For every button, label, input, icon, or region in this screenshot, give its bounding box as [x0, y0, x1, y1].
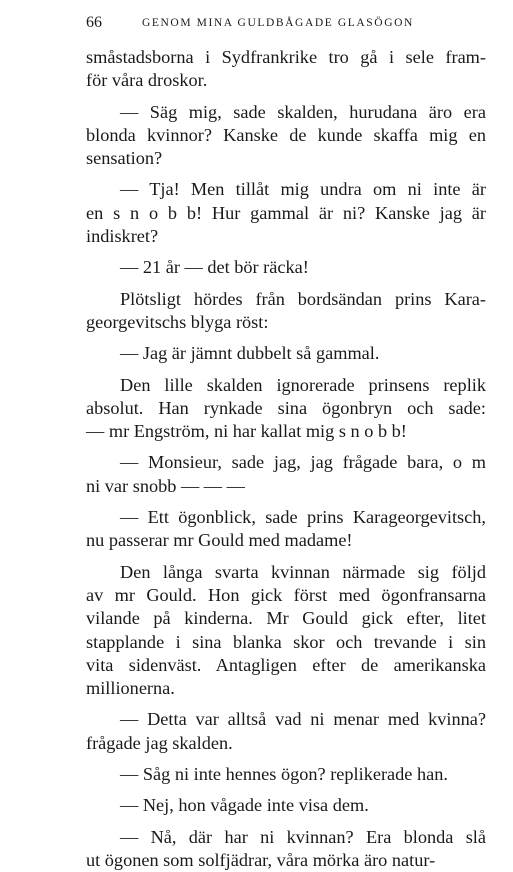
text-line: Den långa svarta kvinnan närmade sig följd — [120, 561, 486, 582]
text-line: för våra droskor. — [86, 70, 208, 91]
paragraph — [86, 101, 486, 171]
paragraph — [86, 256, 486, 279]
paragraph — [86, 708, 486, 755]
paragraph — [86, 178, 486, 248]
paragraph-gap — [86, 818, 486, 826]
text-line: — Säg mig, sade skalden, hurudana äro era — [120, 101, 486, 122]
text-line: nu passerar mr Gould med madame! — [86, 530, 353, 551]
paragraph — [86, 826, 486, 872]
paragraph-gap — [86, 170, 486, 178]
paragraph-gap — [86, 248, 486, 256]
paragraph-gap — [86, 786, 486, 794]
paragraph-gap — [86, 280, 486, 288]
text-line: — Jag är jämnt dubbelt så gammal. — [120, 343, 380, 364]
text-line: — Ett ögonblick, sade prins Karageorgevitsch, — [120, 507, 486, 528]
text-line: — mr Engström, ni har kallat mig s n o b b! — [86, 421, 407, 442]
text-line: sensation? — [86, 148, 163, 169]
text-line: frågade jag skalden. — [86, 732, 233, 753]
text-line: en s n o b b! Hur gammal är ni? Kanske jag är — [86, 202, 486, 223]
paragraph — [86, 794, 486, 817]
paragraph — [86, 46, 486, 93]
text-line: — Detta var alltså vad ni menar med kvinna? — [120, 709, 486, 730]
text-line: — 21 år — det bör räcka! — [120, 257, 309, 278]
paragraph — [86, 506, 486, 553]
text-line: blonda kvinnor? Kanske de kunde skaffa mig en — [86, 124, 486, 145]
text-line: — Tja! Men tillåt mig undra om ni inte är — [120, 179, 486, 200]
text-line: georgevitschs blyga röst: — [86, 311, 269, 332]
running-head: GENOM MINA GULDBÅGADE GLASÖGON — [142, 17, 414, 29]
text-line: indiskret? — [86, 226, 159, 247]
text-line: Den lille skalden ignorerade prinsens replik — [120, 374, 486, 395]
text-line: absolut. Han rynkade sina ögonbryn och sade: — [86, 397, 486, 418]
paragraph — [86, 288, 486, 335]
paragraph — [86, 763, 486, 786]
paragraph-gap — [86, 700, 486, 708]
text-line: stapplande i sina blanka skor och trevande i sin — [86, 631, 486, 652]
text-line: småstadsborna i Sydfrankrike tro gå i sele fram- — [86, 47, 486, 67]
paragraph-gap — [86, 755, 486, 763]
text-line: vita sidenväst. Antagligen efter de amerikanska — [86, 654, 486, 675]
paragraph-gap — [86, 93, 486, 101]
text-line: ni var snobb — — — — [86, 475, 245, 496]
text-line: — Nå, där har ni kvinnan? Era blonda slå — [120, 826, 486, 847]
text-line: av mr Gould. Hon gick först med ögonfransarna — [86, 584, 486, 605]
page-header — [86, 14, 483, 36]
text-line: — Såg ni inte hennes ögon? replikerade han. — [120, 764, 448, 785]
text-line: — Nej, hon vågade inte visa dem. — [120, 795, 369, 816]
paragraph-gap — [86, 498, 486, 506]
paragraph — [86, 342, 486, 365]
text-line: millionerna. — [86, 678, 175, 699]
paragraph — [86, 561, 486, 701]
paragraph — [86, 374, 486, 444]
paragraph-gap — [86, 334, 486, 342]
page-body — [86, 46, 486, 872]
paragraph — [86, 451, 486, 498]
paragraph-gap — [86, 443, 486, 451]
paragraph-gap — [86, 553, 486, 561]
text-line: ut ögonen som solfjädrar, våra mörka äro natur- — [86, 849, 436, 870]
paragraph-gap — [86, 366, 486, 374]
text-line: — Monsieur, sade jag, jag frågade bara, o m — [120, 452, 486, 473]
text-line: Plötsligt hördes från bordsändan prins Kara- — [120, 288, 486, 309]
page-number: 66 — [86, 14, 102, 31]
text-line: vilande på kinderna. Mr Gould gick efter, litet — [86, 608, 486, 629]
